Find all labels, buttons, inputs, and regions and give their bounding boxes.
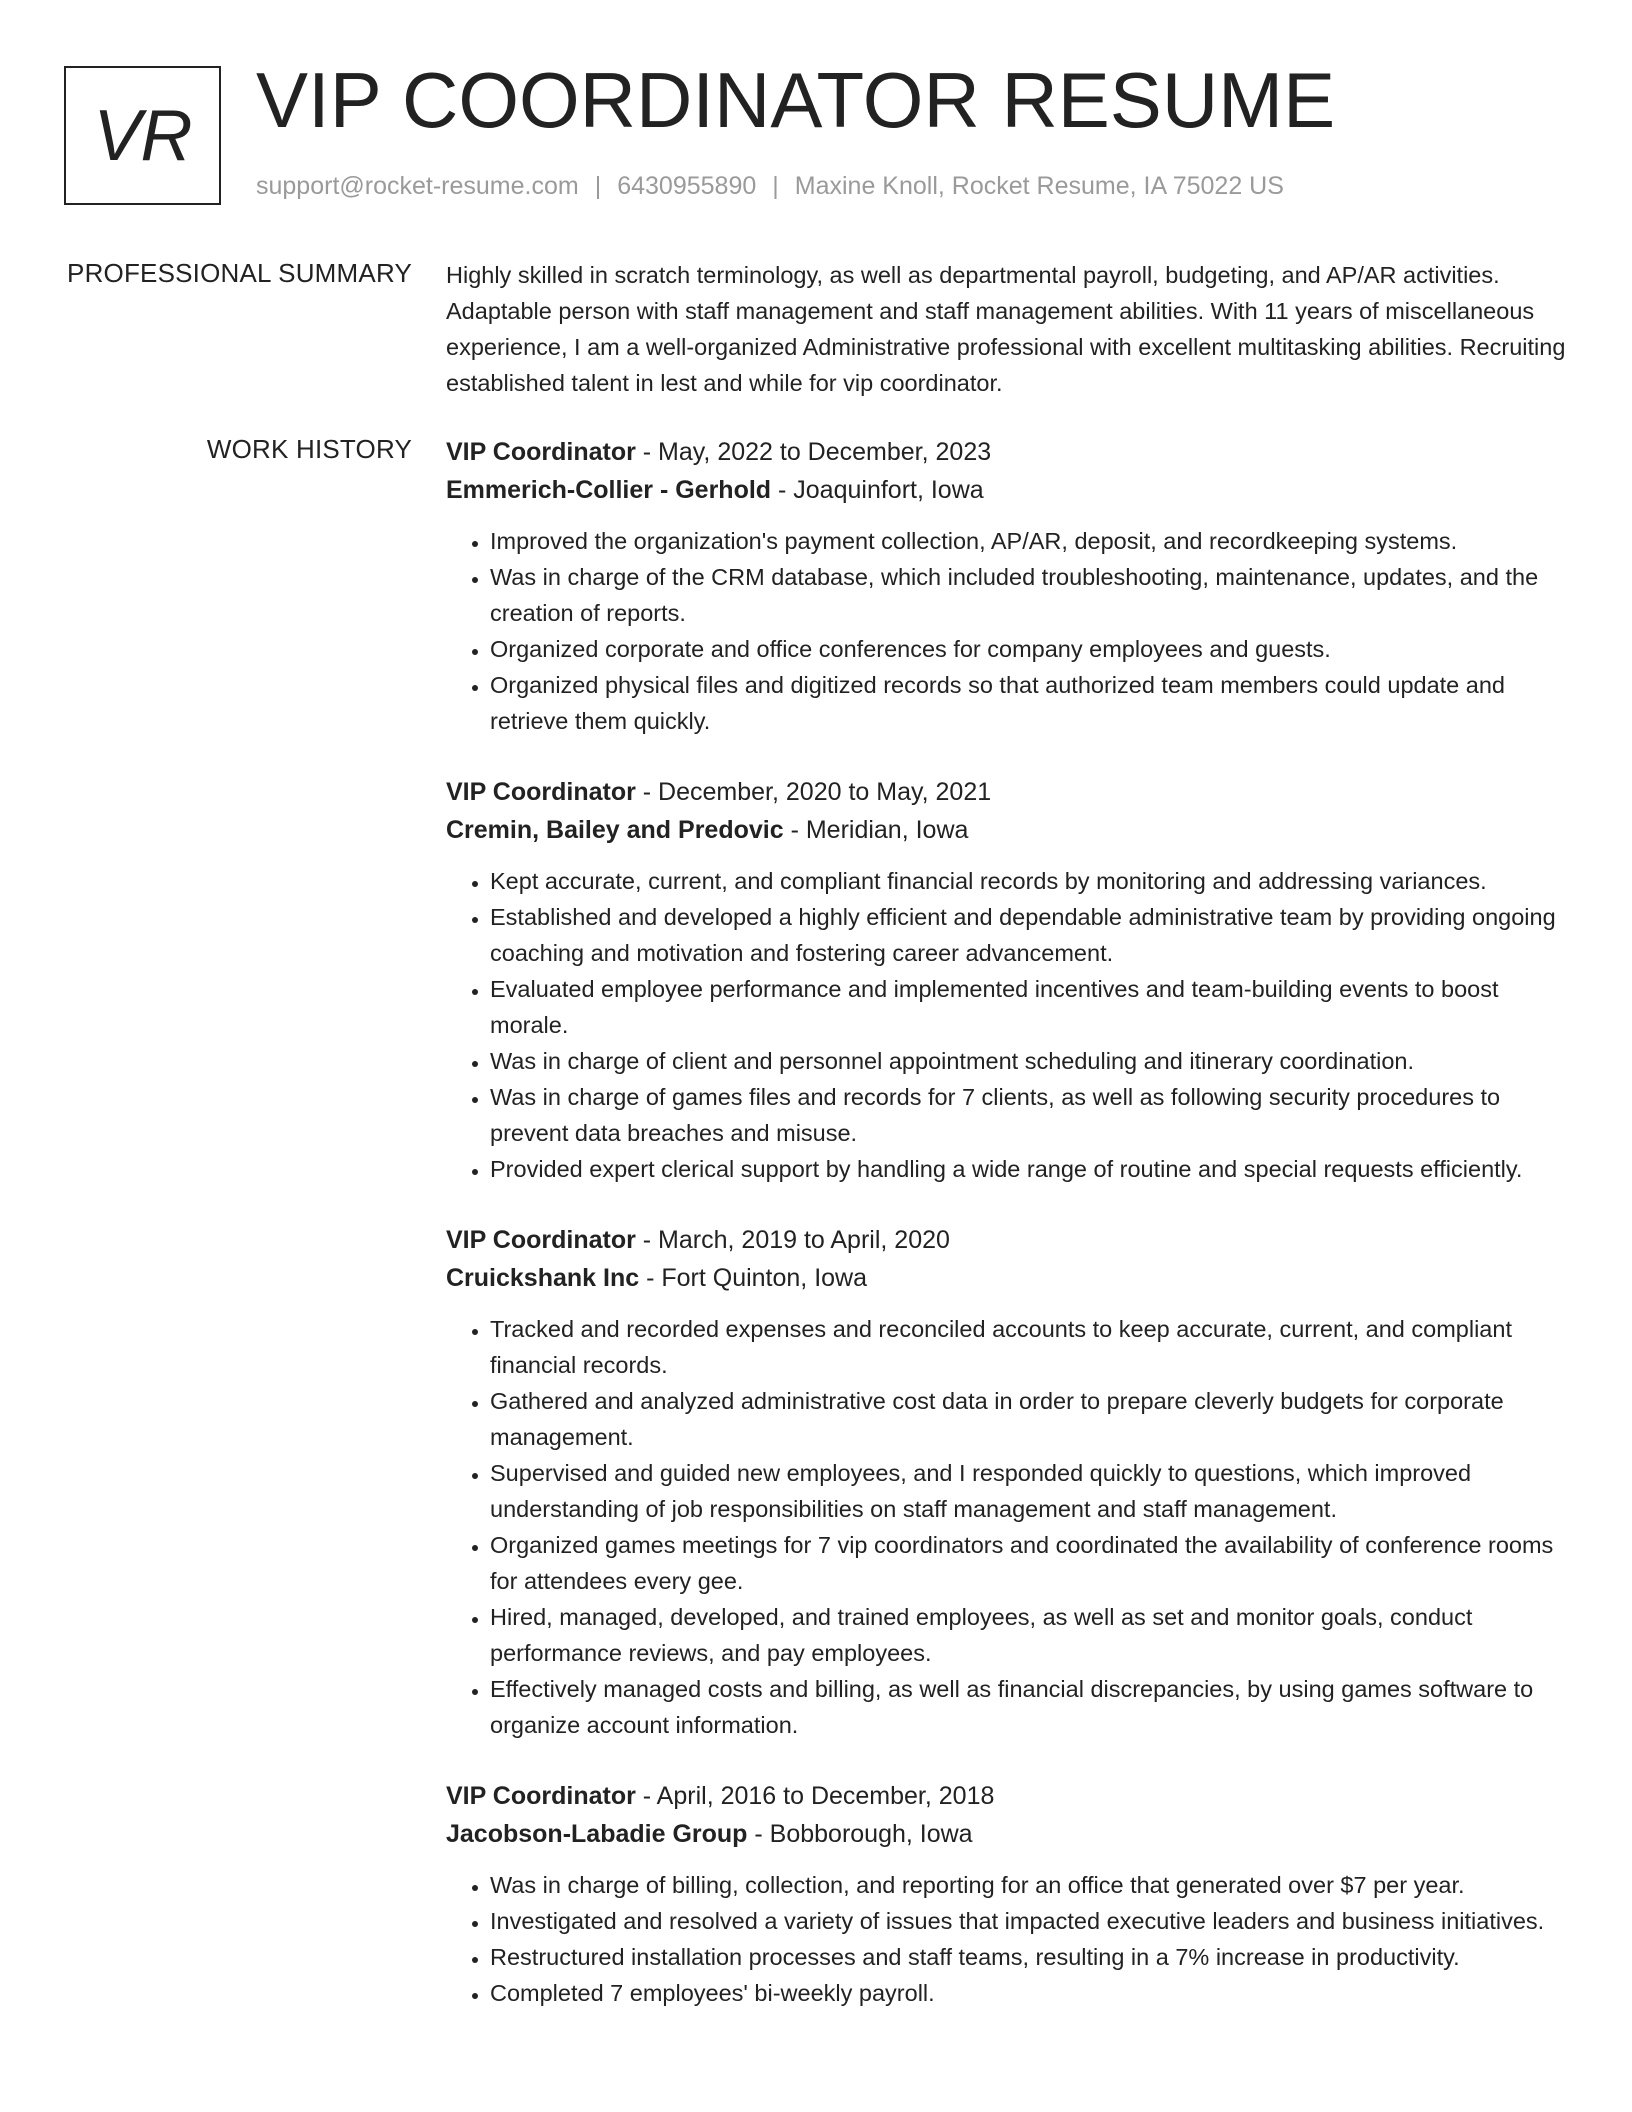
job-bullet: • Was in charge of billing, collection, and reporting for an office that generated over $7 per year. (490, 1867, 1566, 1903)
job-bullet: • Gathered and analyzed administrative cost data in order to prepare cleverly budgets for corporate management. (490, 1383, 1566, 1455)
contact-address: Maxine Knoll, Rocket Resume, IA 75022 US (794, 172, 1284, 200)
job-company-line (446, 471, 1566, 509)
job-title: VIP Coordinator (446, 1782, 636, 1810)
contact-email: support@rocket-resume.com (256, 172, 579, 200)
job-title-line (446, 773, 1566, 811)
job-title-line (446, 1221, 1566, 1259)
work-history-heading: WORK HISTORY (206, 434, 412, 464)
job-bullet: • Kept accurate, current, and compliant financial records by monitoring and addressing variances. (490, 863, 1566, 899)
job-bullet-list (446, 523, 1566, 739)
job-company: Emmerich-Collier - Gerhold (446, 476, 772, 504)
contact-phone: 6430955890 (617, 172, 757, 200)
summary-text: Highly skilled in scratch terminology, as well as departmental payroll, budgeting, and AP/AR activities. Adaptable person with staff management and staff management abilities. With 11 years of miscellaneous experience, I am a well-organized Administrative professional with excellent multitasking abilities. Recruiting established talent in lest and while for vip coordinator. (446, 262, 1566, 396)
job-dates: - March, 2019 to April, 2020 (635, 1226, 950, 1254)
job-bullet-list (446, 863, 1566, 1187)
job-bullet: • Organized corporate and office conferences for company employees and guests. (490, 631, 1566, 667)
job-location: - Joaquinfort, Iowa (771, 476, 984, 504)
job-company: Cremin, Bailey and Predovic (446, 816, 784, 844)
job-bullet-list (446, 1311, 1566, 1743)
work-history-list (446, 433, 1566, 2045)
job-company: Jacobson-Labadie Group (446, 1820, 748, 1848)
job-title: VIP Coordinator (446, 438, 636, 466)
job-entry (446, 773, 1566, 1187)
job-entry (446, 1777, 1566, 2011)
job-bullet: • Was in charge of the CRM database, which included troubleshooting, maintenance, updates, and the creation of reports. (490, 559, 1566, 631)
job-location: - Fort Quinton, Iowa (639, 1264, 868, 1292)
job-bullet: • Hired, managed, developed, and trained employees, as well as set and monitor goals, conduct performance reviews, and pay employees. (490, 1599, 1566, 1671)
job-dates: - May, 2022 to December, 2023 (635, 438, 992, 466)
job-company-line (446, 1815, 1566, 1853)
job-company-line (446, 811, 1566, 849)
job-bullet: • Investigated and resolved a variety of issues that impacted executive leaders and business initiatives. (490, 1903, 1566, 1939)
contact-line (256, 172, 1284, 201)
job-location: - Meridian, Iowa (783, 816, 969, 844)
job-dates: - April, 2016 to December, 2018 (635, 1782, 995, 1810)
job-bullet: • Established and developed a highly efficient and dependable administrative team by providing ongoing coaching and motivation and fostering career advancement. (490, 899, 1566, 971)
job-bullet: • Completed 7 employees' bi-weekly payroll. (490, 1975, 1566, 2011)
resume-title: VIP COORDINATOR RESUME (256, 56, 1336, 144)
job-company: Cruickshank Inc (446, 1264, 640, 1292)
job-title: VIP Coordinator (446, 1226, 636, 1254)
job-bullet: • Was in charge of games files and records for 7 clients, as well as following security procedures to prevent data breaches and misuse. (490, 1079, 1566, 1151)
job-dates: - December, 2020 to May, 2021 (635, 778, 992, 806)
job-bullet: • Evaluated employee performance and implemented incentives and team-building events to boost morale. (490, 971, 1566, 1043)
job-title-line (446, 1777, 1566, 1815)
job-bullet: • Effectively managed costs and billing, as well as financial discrepancies, by using games software to organize account information. (490, 1671, 1566, 1743)
job-bullet: • Was in charge of client and personnel appointment scheduling and itinerary coordination. (490, 1043, 1566, 1079)
job-bullet: • Organized games meetings for 7 vip coordinators and coordinated the availability of conference rooms for attendees every gee. (490, 1527, 1566, 1599)
job-location: - Bobborough, Iowa (747, 1820, 973, 1848)
contact-separator: | (772, 172, 779, 200)
job-bullet: • Supervised and guided new employees, and I responded quickly to questions, which improved understanding of job responsibilities on staff management and staff management. (490, 1455, 1566, 1527)
job-bullet: • Improved the organization's payment collection, AP/AR, deposit, and recordkeeping systems. (490, 523, 1566, 559)
monogram-logo: VR (64, 66, 221, 205)
job-bullet: • Organized physical files and digitized records so that authorized team members could update and retrieve them quickly. (490, 667, 1566, 739)
job-bullet: • Tracked and recorded expenses and reconciled accounts to keep accurate, current, and compliant financial records. (490, 1311, 1566, 1383)
job-title: VIP Coordinator (446, 778, 636, 806)
job-entry (446, 1221, 1566, 1743)
job-company-line (446, 1259, 1566, 1297)
summary-heading: PROFESSIONAL SUMMARY (67, 258, 412, 288)
job-bullet: • Restructured installation processes and staff teams, resulting in a 7% increase in productivity. (490, 1939, 1566, 1975)
job-title-line (446, 433, 1566, 471)
job-bullet: • Provided expert clerical support by handling a wide range of routine and special requests efficiently. (490, 1151, 1566, 1187)
job-bullet-list (446, 1867, 1566, 2011)
job-entry (446, 433, 1566, 739)
contact-separator: | (594, 172, 602, 200)
